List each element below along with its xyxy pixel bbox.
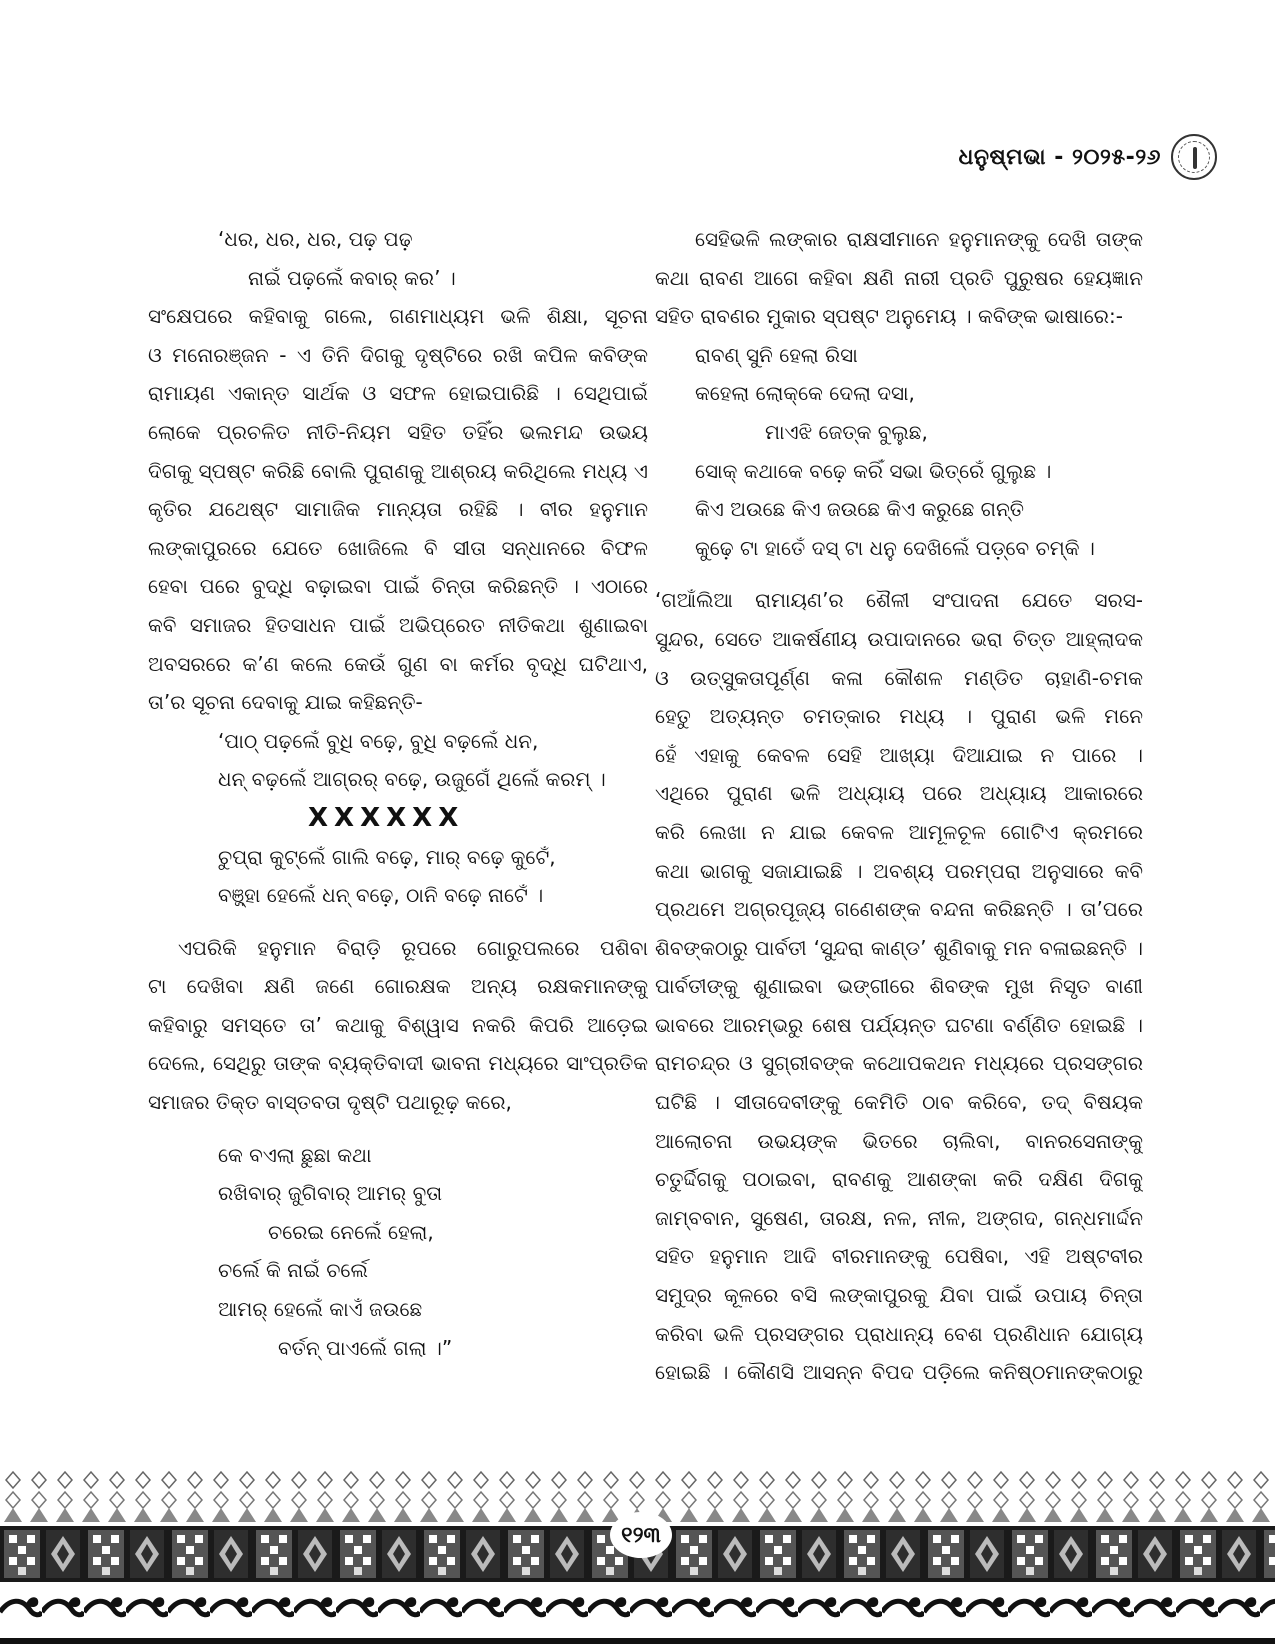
text-line: ଅବସରରେ କ’ଣ କଲେ କେଉଁ ଗୁଣ ବା କର୍ମର ବୃଦ୍ଧି ଘଟିଥାଏ, [148, 651, 648, 676]
paragraph-gap [148, 915, 648, 929]
text-line: ତା’ର ସୂଚନା ଦେବାକୁ ଯାଇ କହିଛନ୍ତି- [148, 690, 423, 715]
text-line: ଚୁପ୍ରା କୁଟ୍ଲେଁ ଗାଲି ବଢ଼େ, ମାର୍ ବଢ଼େ କୁଟେଁ, [218, 844, 556, 869]
text-line: ହୋଇଛି । କୌଣସି ଆସନ୍ନ ବିପଦ ପଡ଼ିଲେ କନିଷ୍ଠମାନଙ୍କଠାରୁ [655, 1360, 1143, 1385]
text-line: ଆଲୋଚନା ଉଭୟଙ୍କ ଭିତରେ ଚାଲିବା, ବାନରସେନାଙ୍କୁ [655, 1128, 1143, 1153]
text-line: ସଂକ୍ଷେପରେ କହିବାକୁ ଗଲେ, ଗଣମାଧ୍ୟମ ଭଳି ଶିକ୍ଷା, ସୂଚନା [148, 304, 648, 329]
paragraph-gap [148, 1122, 648, 1136]
text-line: କରିବା ଭଳି ପ୍ରସଙ୍ଗର ପ୍ରାଧାନ୍ୟ ବେଶ ପ୍ରଣିଧାନ ଯୋଗ୍ୟ [655, 1321, 1143, 1346]
text-line: ସୋକ୍ କଥାକେ ବଢ଼େ କରିଁ ସଭା ଭିତ୍ରେଁ ଗୁଲୁଛ । [695, 458, 1052, 483]
text-line: ରଖିବାର୍ ଜୁଗିବାର୍ ଆମର୍ ବୁତା [218, 1181, 443, 1206]
text-line: କରି ଲେଖା ନ ଯାଇ କେବଳ ଆମୂଳଚୂଳ ଗୋଟିଏ କ୍ରମରେ [655, 819, 1143, 844]
text-line: ସେହିଭଳି ଲଙ୍କାର ରାକ୍ଷସୀମାନେ ହନୁମାନଙ୍କୁ ଦେଖି ତାଙ୍କ [695, 227, 1143, 251]
paragraph-gap [655, 567, 1143, 581]
text-line: କୃତିର ଯଥେଷ୍ଟ ସାମାଜିକ ମାନ୍ୟତା ରହିଛି । ବୀର ହନୁମାନ [148, 497, 648, 522]
text-line: ଟା ଦେଖିବା କ୍ଷଣି ଜଣେ ଗୋରକ୍ଷକ ଅନ୍ୟ ରକ୍ଷକମାନଙ୍କୁ [148, 974, 648, 999]
text-line: ଲଙ୍କାପୁରରେ ଯେତେ ଖୋଜିଲେ ବି ସୀତା ସନ୍ଧାନରେ ବିଫଳ [148, 535, 648, 560]
text-line: ସୁନ୍ଦର, ସେତେ ଆକର୍ଷଣୀୟ ଉପାଦାନରେ ଭରା ଚିତ୍ତ ଆହ୍ଲାଦକ [655, 626, 1143, 651]
text-line: ସମୁଦ୍ର କୂଳରେ ବସି ଲଙ୍କାପୁରକୁ ଯିବା ପାଇଁ ଉପାୟ ଚିନ୍ତା [655, 1283, 1143, 1308]
text-line: କହିବାରୁ ସମସ୍ତେ ତା’ କଥାକୁ ବିଶ୍ୱାସ ନକରି କିପରି ଆଡ଼େଇ [148, 1012, 648, 1037]
page-header [959, 132, 1218, 182]
text-line: ନାଇଁ ପଢ଼ଲେଁ କବାର୍ କର’ । [248, 265, 456, 290]
text-line: ଆମର୍ ହେଲେଁ କାଏଁ ଜଉଛେ [218, 1297, 423, 1322]
text-line: ଚରେଇ ନେଲେଁ ହେଲା, [268, 1219, 434, 1244]
text-line: ବଞ୍ଜ୍ହା ହେଲେଁ ଧନ୍ ବଢ଼େ, ଠାନି ବଢ଼େ ନାଟେଁ । [218, 883, 544, 908]
text-line: ହେଁ ଏହାକୁ କେବଳ ସେହି ଆଖ୍ୟା ଦିଆଯାଇ ନ ପାରେ । [655, 742, 1143, 767]
text-line: ହେବା ପରେ ବୁଦ୍ଧି ବଢ଼ାଇବା ପାଇଁ ଚିନ୍ତା କରିଛନ୍ତି । ଏଠାରେ [148, 574, 648, 599]
page-number: ୧୨୩ [610, 1512, 672, 1558]
journal-title: ଧନୁଷ୍ମଭା - ୨୦୨୫-୨୬ [958, 144, 1161, 170]
text-line: ଓ ମନୋରଞ୍ଜନ - ଏ ତିନି ଦିଗକୁ ଦୃଷ୍ଟିରେ ରଖି କପିଳ କବିଙ୍କ [148, 342, 648, 367]
text-line: କହେଲା ଲୋକ୍କେ ଦେଲା ଦସା, [695, 381, 915, 406]
text-line: ଦିଗକୁ ସ୍ପଷ୍ଟ କରିଛି ବୋଲି ପୁରାଣକୁ ଆଶ୍ରୟ କରିଥିଲେ ମଧ୍ୟ ଏ [148, 458, 648, 483]
text-line: ସହିତ ରାବଣର ମୁକାର ସ୍ପଷ୍ଟ ଅନୁମେୟ । କବିଙ୍କ ଭାଷାରେ:- [655, 304, 1123, 329]
text-line: ମାଏଝି ଜେତ୍କ ବୁଲୁଛ, [765, 419, 928, 444]
text-line: ରାମଚନ୍ଦ୍ର ଓ ସୁଗ୍ରୀବଙ୍କ କଥୋପକଥନ ମଧ୍ୟରେ ପ୍ରସଙ୍ଗର [655, 1051, 1143, 1076]
text-line: ଧନ୍ ବଢ଼ଲେଁ ଆଗ୍ରର୍ ବଢ଼େ, ଉଜୁଗେଁ ଥିଲେଁ କରମ୍ । [218, 767, 606, 792]
text-line: ଭାବରେ ଆରମ୍ଭରୁ ଶେଷ ପର୍ଯ୍ୟନ୍ତ ଘଟଣା ବର୍ଣ୍ଣିତ ହୋଇଛି । [655, 1012, 1143, 1037]
text-line: କଥା ରାବଣ ଆଗେ କହିବା କ୍ଷଣି ନାରୀ ପ୍ରତି ପୁରୁଷର ହେୟଜ୍ଞାନ [655, 265, 1143, 290]
footer-border-pattern [0, 1470, 1275, 1650]
text-line: ଦେଲେ, ସେଥିରୁ ତାଙ୍କ ବ୍ୟକ୍ତିବାଦୀ ଭାବନା ମଧ୍ୟରେ ସାଂପ୍ରତିକ [148, 1051, 648, 1076]
text-line: ଘଟିଛି । ସୀତାଦେବୀଙ୍କୁ କେମିତି ଠାବ କରିବେ, ତଦ୍ ବିଷୟକ [655, 1090, 1143, 1115]
text-line: ଚର୍ଲେ କି ନାଇଁ ଚର୍ଲେ [218, 1258, 368, 1283]
text-line: ବର୍ତନ୍ ପାଏଲେଁ ଗଲା ।” [278, 1335, 453, 1360]
text-line: ‘ଧର, ଧର, ଧର, ପଢ଼ ପଢ଼ [218, 227, 413, 251]
left-column [148, 220, 648, 1367]
text-line: ରାମାୟଣ ଏକାନ୍ତ ସାର୍ଥକ ଓ ସଫଳ ହୋଇପାରିଛି । ସେଥିପାଇଁ [148, 381, 648, 406]
text-line: ହେତୁ ଅତ୍ୟନ୍ତ ଚମତ୍କାର ମଧ୍ୟ । ପୁରାଣ ଭଳି ମନେ [655, 704, 1143, 729]
text-line: ଚତୁର୍ଦ୍ଦିଗକୁ ପଠାଇବା, ରାବଣକୁ ଆଶଙ୍କା କରି ଦକ୍ଷିଣ ଦିଗକୁ [655, 1167, 1143, 1192]
text-line: ‘ଗଆଁଲିଆ ରାମାୟଣ’ର ଶୈଳୀ ସଂପାଦନା ଯେତେ ସରସ- [655, 588, 1143, 613]
right-column [655, 220, 1143, 1392]
text-line: ଓ ଉତ୍ସୁକତାପୂର୍ଣ୍ଣ କଳା କୌଶଳ ମଣ୍ଡିତ ଚାହାଣି-ଚମକ [655, 665, 1143, 690]
text-line: ଏପରିକି ହନୁମାନ ବିରାଡ଼ି ରୂପରେ ଗୋରୁପଲରେ ପଶିବା [178, 935, 648, 960]
text-line: କଥା ଭାଗକୁ ସଜାଯାଇଛି । ଅବଶ୍ୟ ପରମ୍ପରା ଅନୁସାରେ କବି [655, 858, 1143, 883]
text-line: ପ୍ରଥମେ ଅଗ୍ରପୂଜ୍ୟ ଗଣେଶଙ୍କ ବନ୍ଦନା କରିଛନ୍ତି । ତା’ପରେ [655, 897, 1143, 922]
text-line: ରାବଣ୍ ସୁନି ହେଲା ରିସା [695, 342, 858, 367]
text-line: ‘ପାଠ୍ ପଢ଼ଲେଁ ବୁଧି ବଢ଼େ, ବୁଧି ବଢ଼ଲେଁ ଧନ, [218, 728, 539, 753]
text-line: ସମାଜର ତିକ୍ତ ବାସ୍ତବତା ଦୃଷ୍ଟି ପଥାରୂଢ଼ କରେ, [148, 1090, 512, 1115]
text-line: କେ ବଏଲା ଛୁଛା କଥା [218, 1142, 372, 1167]
emblem-logo-icon [1171, 134, 1217, 180]
text-line: ଲୋକେ ପ୍ରଚଳିତ ନୀତି-ନିୟମ ସହିତ ତହିଁର ଭଲମନ୍ଦ ଉଭୟ [148, 419, 648, 444]
text-line: ପାର୍ବତୀଙ୍କୁ ଶୁଣାଇବା ଭଙ୍ଗୀରେ ଶିବଙ୍କ ମୁଖ ନିସୃତ ବାଣୀ [655, 974, 1143, 999]
section-separator: XXXXXX [308, 802, 465, 833]
text-line: ସହିତ ହନୁମାନ ଆଦି ବୀରମାନଙ୍କୁ ପେଷିବା, ଏହି ଅଷ୍ଟବୀର [655, 1244, 1143, 1269]
text-line: କିଏ ଅଉଛେ କିଏ ଜଉଛେ କିଏ କରୁଛେ ଗନ୍ତି [695, 497, 1025, 522]
text-line: କୁଢ଼େ ଟା ହାତେଁ ଦସ୍ ଟା ଧନୁ ଦେଖିଲେଁ ପଡ଼୍ବେ ଚମ୍କି । [695, 535, 1095, 560]
text-line: ଜାମ୍ବବାନ, ସୁଷେଣ, ତାରକ୍ଷ, ନଳ, ନୀଳ, ଅଙ୍ଗଦ, ଗନ୍ଧମାର୍ଦ୍ଦନ [655, 1205, 1143, 1230]
text-line: ଶିବଙ୍କଠାରୁ ପାର୍ବତୀ ‘ସୁନ୍ଦରା କାଣ୍ଡ’ ଶୁଣିବାକୁ ମନ ବଳାଇଛନ୍ତି । [655, 935, 1143, 960]
text-line: ଏଥିରେ ପୁରାଣ ଭଳି ଅଧ୍ୟାୟ ପରେ ଅଧ୍ୟାୟ ଆକାରରେ [655, 781, 1143, 806]
text-line: କବି ସମାଜର ହିତସାଧନ ପାଇଁ ଅଭିପ୍ରେତ ନୀତିକଥା ଶୁଣାଇବା [148, 612, 648, 637]
